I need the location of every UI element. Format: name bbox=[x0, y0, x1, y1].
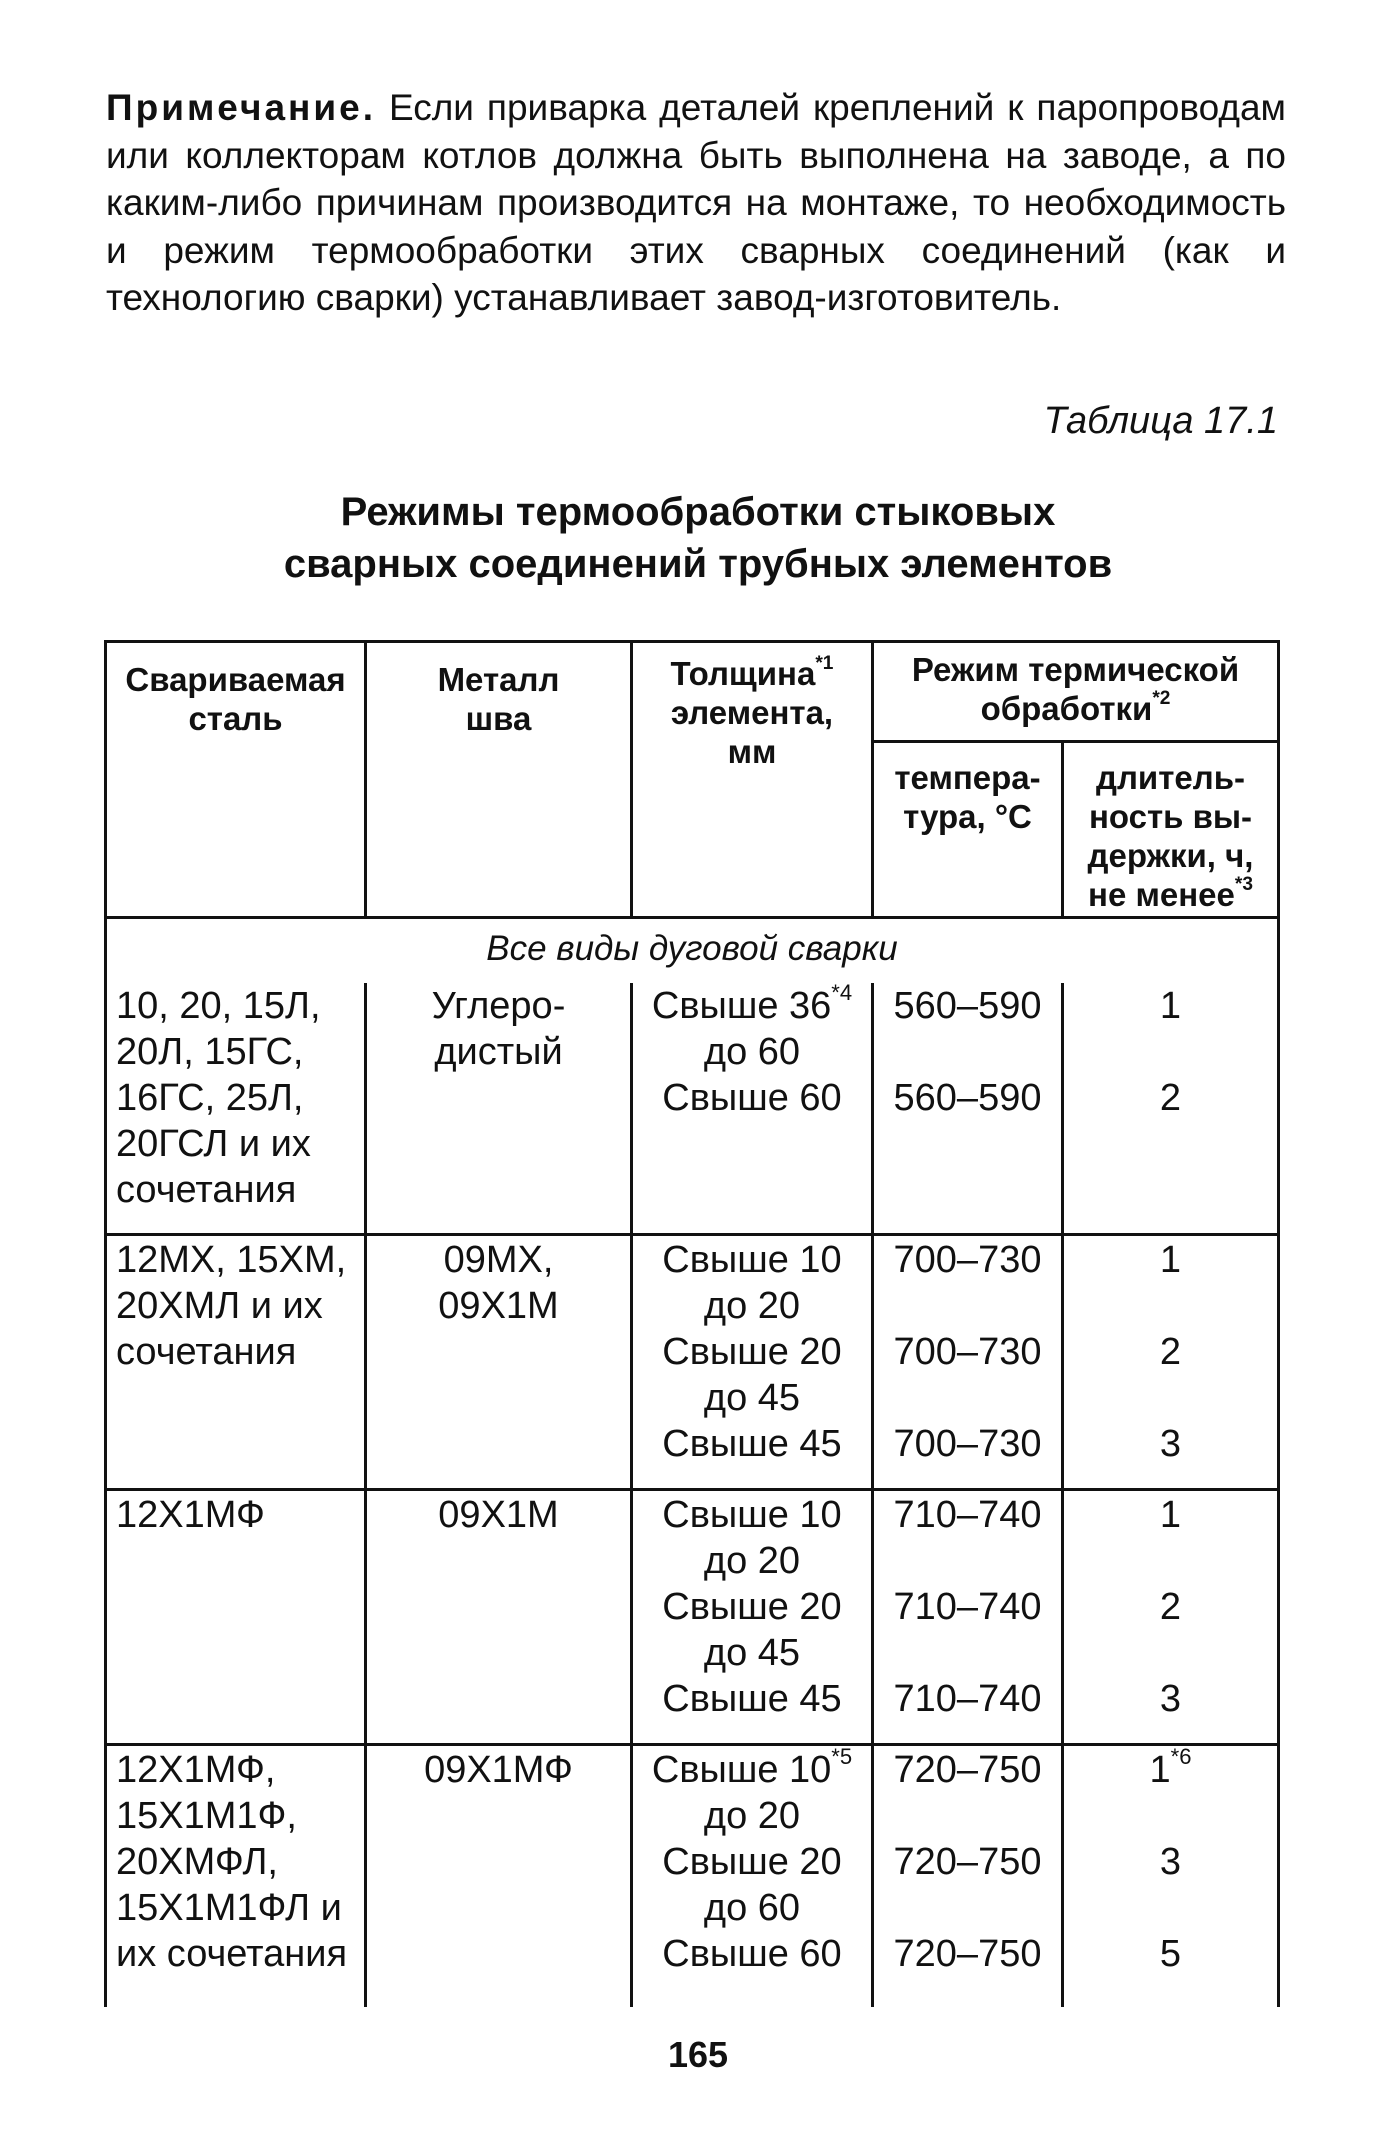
note-paragraph bbox=[106, 84, 1286, 322]
duration-cell: 1 bbox=[1159, 985, 1182, 1027]
duration-cell: 1 bbox=[1159, 1494, 1182, 1536]
table-rule bbox=[104, 640, 107, 2007]
page-number: 165 bbox=[667, 2034, 729, 2075]
footnote-mark: *6 bbox=[1170, 1743, 1192, 1769]
thickness-cell: Свыше 10$^{*5}$ до 20 Свыше 20 до 60 Свыше 60 bbox=[651, 1743, 853, 1975]
temperature-cell: 710–740 bbox=[893, 1586, 1042, 1628]
temperature-cell: 720–750 bbox=[893, 1841, 1042, 1883]
duration-cell: 3 bbox=[1159, 1678, 1182, 1720]
temperature-cell: 720–750 bbox=[893, 1749, 1042, 1791]
heat-treatment-table bbox=[104, 640, 1280, 2007]
thickness-cell: Свыше 10 до 20 Свыше 20 до 45 Свыше 45 bbox=[662, 1494, 842, 1720]
header-weld-metal: Металл шва bbox=[437, 661, 560, 737]
weld-metal-cell: Углеро- дистый bbox=[431, 985, 566, 1073]
table-title bbox=[0, 486, 1396, 590]
duration-cell: 3 bbox=[1159, 1841, 1182, 1883]
weld-metal-cell: 09Х1МФ bbox=[424, 1749, 573, 1791]
table-rule bbox=[1277, 640, 1280, 2007]
table-rule bbox=[871, 740, 1280, 743]
temperature-cell: 700–730 bbox=[893, 1239, 1042, 1281]
footnote-mark: *1 bbox=[815, 653, 834, 675]
duration-cell: 5 bbox=[1159, 1933, 1182, 1975]
table-rule bbox=[104, 1233, 1280, 1236]
header-treatment-mode: Режим термической обработки$^{*2}$ bbox=[911, 651, 1240, 727]
steel-cell: 12Х1МФ bbox=[116, 1494, 265, 1536]
table-title-line: Режимы термообработки стыковых bbox=[340, 490, 1056, 534]
thickness-cell: Свыше 60 bbox=[662, 1077, 842, 1119]
footnote-mark: *3 bbox=[1234, 874, 1253, 896]
steel-cell: 12Х1МФ, 15Х1М1Ф, 20ХМФЛ, 15Х1М1ФЛ и их сочетания bbox=[116, 1749, 348, 1975]
table-rule bbox=[104, 1488, 1280, 1491]
header-duration: длитель- ность вы- держки, ч, не менее$^{*3}$ bbox=[1087, 759, 1254, 913]
header-thickness: Толщина$^{*1}$ элемента, мм bbox=[670, 653, 834, 770]
table-number: Таблица 17.1 bbox=[1043, 400, 1278, 442]
duration-cell: 2 bbox=[1159, 1077, 1182, 1119]
table-rule bbox=[104, 1743, 1280, 1746]
steel-cell: 12МХ, 15ХМ, 20ХМЛ и их сочетания bbox=[116, 1239, 347, 1373]
temperature-cell: 710–740 bbox=[893, 1494, 1042, 1536]
duration-cell: 2 bbox=[1159, 1331, 1182, 1373]
footnote-mark: *4 bbox=[831, 979, 853, 1005]
steel-cell: 10, 20, 15Л, 20Л, 15ГС, 16ГС, 25Л, 20ГСЛ и их сочетания bbox=[116, 985, 321, 1211]
temperature-cell: 700–730 bbox=[893, 1331, 1042, 1373]
duration-cell: 1 bbox=[1159, 1239, 1182, 1281]
temperature-cell: 720–750 bbox=[893, 1933, 1042, 1975]
header-temperature: темпера- тура, °С bbox=[894, 759, 1041, 835]
temperature-cell: 710–740 bbox=[893, 1678, 1042, 1720]
thickness-cell: Свыше 10 до 20 Свыше 20 до 45 Свыше 45 bbox=[662, 1239, 842, 1465]
table-title-line: сварных соединений трубных элементов bbox=[283, 542, 1113, 586]
duration-cell: 3 bbox=[1159, 1423, 1182, 1465]
weld-metal-cell: 09Х1М bbox=[438, 1494, 559, 1536]
footnote-mark: *5 bbox=[831, 1743, 853, 1769]
table-rule bbox=[104, 916, 1280, 919]
weld-metal-cell: 09МХ, 09Х1М bbox=[438, 1239, 559, 1327]
section-label: Все виды дуговой сварки bbox=[486, 929, 898, 968]
temperature-cell: 560–590 bbox=[893, 985, 1042, 1027]
temperature-cell: 560–590 bbox=[893, 1077, 1042, 1119]
thickness-cell: Свыше 36$^{*4}$ до 60 bbox=[651, 979, 853, 1073]
note-lead: Примечание. bbox=[106, 87, 376, 128]
footnote-mark: *2 bbox=[1152, 688, 1171, 710]
duration-cell: 1$^{*6}$ bbox=[1149, 1743, 1192, 1791]
note-text: Если приварка деталей креплений к паропроводам или коллекторам котлов должна быть выполнена на заводе, а по каким-либо причинам производится на монтаже, то необходимость и режим термообработки этих сварных соединений (как и технологию сварки) устанавливает завод-изготовитель. bbox=[106, 87, 1286, 318]
duration-cell: 2 bbox=[1159, 1586, 1182, 1628]
table-rule bbox=[104, 640, 1280, 643]
temperature-cell: 700–730 bbox=[893, 1423, 1042, 1465]
header-steel: Свариваемая сталь bbox=[125, 661, 346, 737]
